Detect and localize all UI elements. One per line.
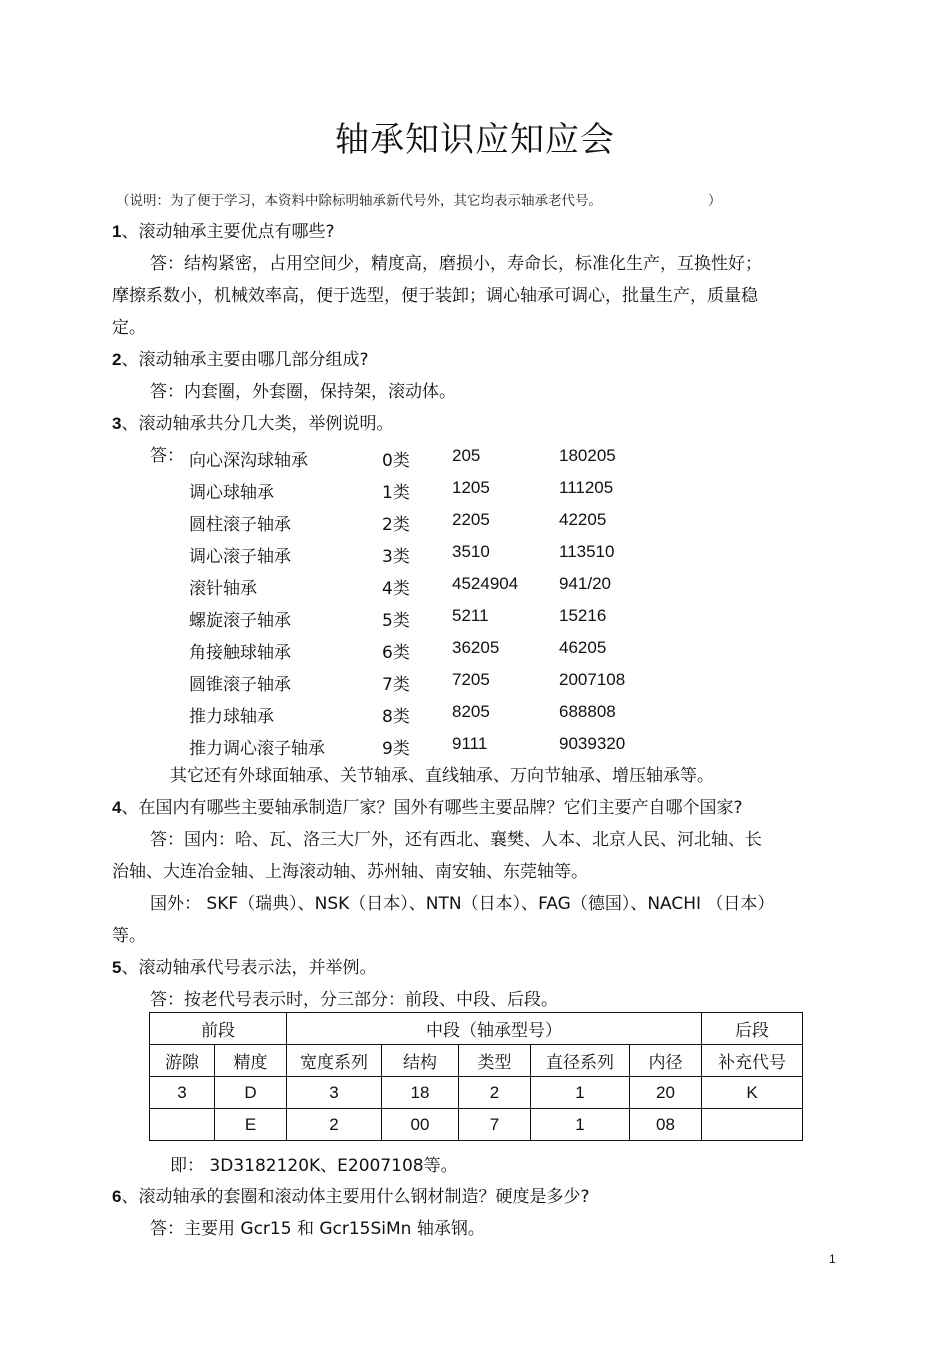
table-cell [150, 1109, 215, 1141]
bearing-new-code: 5211 [452, 606, 489, 625]
bearing-new-code: 3510 [452, 542, 490, 561]
question-text: 、滚动轴承主要由哪几部分组成? [121, 350, 369, 370]
bearing-type-name: 圆柱滚子轴承 [189, 515, 291, 535]
table-row [150, 1077, 803, 1109]
bearing-type-row [0, 478, 950, 503]
bearing-type-name: 推力球轴承 [189, 707, 274, 727]
question-2 [112, 350, 369, 370]
bearing-type-class: 0类 [382, 451, 410, 471]
bearing-old-code: 2007108 [559, 670, 626, 689]
question-number: 5 [112, 958, 122, 977]
column-header: 内径 [630, 1045, 702, 1077]
bearing-type-class: 3类 [382, 547, 410, 567]
table-cell: 18 [382, 1077, 459, 1109]
bearing-type-row [0, 638, 950, 663]
question-text: 、滚动轴承的套圈和滚动体主要用什么钢材制造？硬度是多少? [121, 1187, 590, 1207]
bearing-type-row [0, 510, 950, 535]
question-number: 6 [112, 1187, 122, 1206]
bearing-type-row [0, 542, 950, 567]
table-row [150, 1109, 803, 1141]
question-text: 、在国内有哪些主要轴承制造厂家？国外有哪些主要品牌？它们主要产自哪个国家? [121, 798, 743, 818]
bearing-new-code: 9111 [452, 734, 488, 753]
bearing-type-row [0, 734, 950, 759]
group-header-front: 前段 [150, 1013, 287, 1045]
bearing-new-code: 36205 [452, 638, 500, 657]
bearing-type-name: 螺旋滚子轴承 [189, 611, 291, 631]
bearing-type-class: 1类 [382, 483, 410, 503]
table-cell: 1 [531, 1109, 630, 1141]
answer-4-line-3: 国外： SKF（瑞典）、NSK（日本）、NTN（日本）、FAG（德国）、NACHI （日本） [150, 894, 775, 914]
bearing-type-row [0, 446, 950, 471]
question-text: 、滚动轴承共分几大类，举例说明。 [121, 414, 394, 434]
bearing-type-class: 2类 [382, 515, 410, 535]
question-5 [112, 958, 376, 978]
column-header: 结构 [382, 1045, 459, 1077]
bearing-type-row [0, 702, 950, 727]
bearing-type-name: 向心深沟球轴承 [189, 451, 308, 471]
bearing-type-class: 8类 [382, 707, 410, 727]
table-cell: 00 [382, 1109, 459, 1141]
table-cell: 3 [287, 1077, 382, 1109]
bearing-type-name: 调心滚子轴承 [189, 547, 291, 567]
table-cell: 2 [287, 1109, 382, 1141]
table-cell: D [215, 1077, 287, 1109]
bearing-type-name: 圆锥滚子轴承 [189, 675, 291, 695]
question-number: 2 [112, 350, 122, 369]
question-1 [112, 222, 335, 242]
answer-5: 答：按老代号表示时，分三部分：前段、中段、后段。 [150, 990, 558, 1010]
bearing-type-name: 角接触球轴承 [189, 643, 291, 663]
bearing-old-code: 46205 [559, 638, 607, 657]
table-cell: 08 [630, 1109, 702, 1141]
explanatory-note: （说明：为了便于学习，本资料中除标明轴承新代号外，其它均表示轴承老代号。 [116, 193, 602, 209]
bearing-old-code: 42205 [559, 510, 607, 529]
other-bearings: 其它还有外球面轴承、关节轴承、直线轴承、万向节轴承、增压轴承等。 [170, 766, 714, 786]
bearing-old-code: 180205 [559, 446, 616, 465]
table-cell: 1 [531, 1077, 630, 1109]
question-number: 1 [112, 222, 122, 241]
column-header: 补充代号 [702, 1045, 803, 1077]
table-cell: 7 [459, 1109, 531, 1141]
table-header-row [150, 1045, 803, 1077]
bearing-type-name: 推力调心滚子轴承 [189, 739, 325, 759]
answer-4-line-4: 等。 [112, 926, 146, 946]
answer-2: 答：内套圈，外套圈，保持架，滚动体。 [150, 382, 456, 402]
table-cell: 2 [459, 1077, 531, 1109]
answer-6: 答：主要用 Gcr15 和 Gcr15SiMn 轴承钢。 [150, 1219, 485, 1239]
bearing-type-class: 7类 [382, 675, 410, 695]
table-cell: 3 [150, 1077, 215, 1109]
table-cell: K [702, 1077, 803, 1109]
page-title: 轴承知识应知应会 [335, 120, 615, 160]
bearing-old-code: 15216 [559, 606, 607, 625]
table-cell [702, 1109, 803, 1141]
table-cell: E [215, 1109, 287, 1141]
group-header-middle: 中段（轴承型号） [287, 1013, 702, 1045]
bearing-new-code: 1205 [452, 478, 490, 497]
column-header: 宽度系列 [287, 1045, 382, 1077]
column-header: 类型 [459, 1045, 531, 1077]
table-group-row [150, 1013, 803, 1045]
bearing-new-code: 7205 [452, 670, 490, 689]
page-number: 1 [829, 1252, 836, 1266]
bearing-old-code: 111205 [559, 478, 614, 497]
bearing-code-table [149, 1012, 803, 1141]
bearing-type-class: 4类 [382, 579, 410, 599]
answer-1-line-2: 摩擦系数小，机械效率高，便于选型，便于装卸；调心轴承可调心，批量生产，质量稳 [112, 286, 758, 306]
group-header-back: 后段 [702, 1013, 803, 1045]
bearing-old-code: 688808 [559, 702, 616, 721]
bearing-type-name: 调心球轴承 [189, 483, 274, 503]
question-6 [112, 1187, 590, 1207]
question-text: 、滚动轴承主要优点有哪些? [121, 222, 335, 242]
bearing-type-class: 5类 [382, 611, 410, 631]
answer-1-line-3: 定。 [112, 318, 146, 338]
example-codes: 即： 3D3182120K、E2007108等。 [170, 1156, 458, 1176]
bearing-new-code: 4524904 [452, 574, 519, 593]
question-4 [112, 798, 743, 818]
bearing-old-code: 113510 [559, 542, 615, 561]
bearing-type-row [0, 670, 950, 695]
bearing-type-class: 9类 [382, 739, 410, 759]
answer-3-prefix: 答： [150, 446, 184, 466]
bearing-new-code: 2205 [452, 510, 490, 529]
bearing-old-code: 941/20 [559, 574, 611, 593]
column-header: 直径系列 [531, 1045, 630, 1077]
answer-4-line-1: 答：国内：哈、瓦、洛三大厂外，还有西北、襄樊、人本、北京人民、河北轴、长 [150, 830, 762, 850]
answer-4-line-2: 治轴、大连冶金轴、上海滚动轴、苏州轴、南安轴、东莞轴等。 [112, 862, 588, 882]
answer-1-line-1: 答：结构紧密，占用空间少，精度高，磨损小，寿命长，标准化生产，互换性好； [150, 254, 762, 274]
bearing-type-class: 6类 [382, 643, 410, 663]
question-number: 3 [112, 414, 122, 433]
column-header: 游隙 [150, 1045, 215, 1077]
question-text: 、滚动轴承代号表示法，并举例。 [121, 958, 377, 978]
explanatory-note-close: ） [708, 193, 722, 209]
column-header: 精度 [215, 1045, 287, 1077]
question-3 [112, 414, 393, 434]
bearing-new-code: 205 [452, 446, 481, 465]
bearing-type-row [0, 574, 950, 599]
bearing-type-name: 滚针轴承 [189, 579, 257, 599]
question-number: 4 [112, 798, 122, 817]
table-cell: 20 [630, 1077, 702, 1109]
bearing-new-code: 8205 [452, 702, 490, 721]
bearing-type-row [0, 606, 950, 631]
bearing-old-code: 9039320 [559, 734, 626, 753]
